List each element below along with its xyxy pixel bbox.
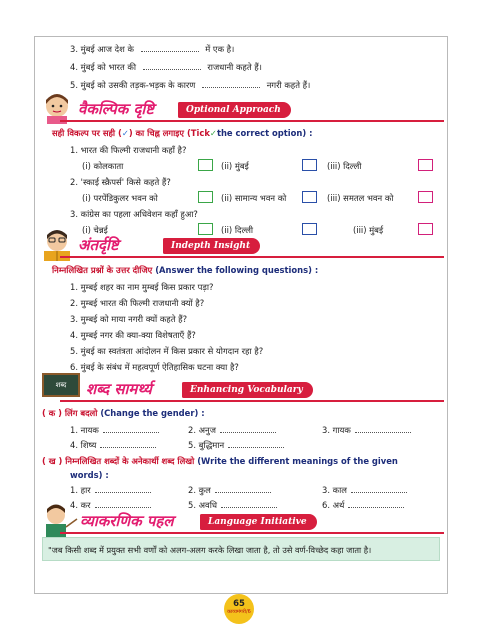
meaning-item: 3. काल — [322, 485, 411, 496]
blank[interactable] — [143, 62, 201, 70]
mcq-question: 2. 'स्काई स्क्रैपर्स' किसे कहते हैं? — [70, 177, 171, 187]
line-text: मुंबई आज देश के — [80, 44, 134, 54]
mcq-option: (iii) दिल्ली — [327, 161, 362, 171]
optional-title-hindi: वैकल्पिक दृष्टि — [78, 100, 155, 118]
page-number-badge — [224, 594, 254, 624]
mcq-option: (iii) मुंबई — [353, 225, 384, 235]
option-checkbox[interactable] — [418, 191, 433, 203]
meaning-item: 4. कर — [70, 500, 155, 511]
line-number: 5. — [70, 80, 78, 90]
chalkboard-icon: शब्द — [42, 373, 80, 397]
fill-line-4 — [70, 62, 262, 73]
option-checkbox[interactable] — [198, 191, 213, 203]
line-number: 3. — [70, 44, 78, 54]
mcq-option: (ii) दिल्ली — [221, 225, 254, 235]
section-rule — [60, 400, 444, 402]
option-checkbox[interactable] — [302, 191, 317, 203]
line-text: मुंबई को भारत की — [80, 62, 137, 72]
question-item: 3. मुम्बई को माया नगरी क्यों कहते हैं? — [70, 314, 188, 324]
mcq-option: (i) कोलकाता — [82, 161, 124, 171]
question-item: 5. मुंबई का स्वतंत्रता आंदोलन में किस प्रकार से योगदान रहा है? — [70, 346, 264, 356]
gender-item: 5. बुद्धिमान — [188, 440, 288, 451]
question-item: 1. मुम्बई शहर का नाम मुम्बई किस प्रकार पड़ा? — [70, 282, 214, 292]
meaning-item: 6. अर्थ — [322, 500, 408, 511]
vocab-part-a-instruction: ( क ) लिंग बदलो (Change the gender) : — [42, 408, 205, 418]
optional-title-en: Optional Approach — [178, 102, 291, 118]
tick-icon: ✓ — [121, 128, 129, 138]
grammar-note: "जब किसी शब्द में प्रयुक्त सभी वर्णों को अलग-अलग करके लिखा जाता है, तो उसे वर्ण-विच्छेद कहा जाता है। — [42, 537, 440, 561]
option-checkbox[interactable] — [302, 159, 317, 171]
optional-instruction: सही विकल्प पर सही (✓) का चिह्न लगाइए (Tick✓the correct option) : — [52, 128, 313, 138]
meaning-item: 2. कुल — [188, 485, 275, 496]
option-checkbox[interactable] — [198, 223, 213, 235]
page-number: 65 — [233, 599, 245, 609]
gender-item: 2. अनुज — [188, 425, 280, 436]
line-text: नगरी कहते हैं। — [266, 80, 311, 90]
mcq-option: (ii) सामान्य भवन को — [221, 193, 287, 203]
meaning-item: 1. हार — [70, 485, 155, 496]
section-rule — [60, 256, 444, 258]
mcq-option: (ii) मुंबई — [221, 161, 249, 171]
question-item: 4. मुम्बई नगर की क्या-क्या विशेषताएँ हैं? — [70, 330, 196, 340]
section-rule — [60, 532, 444, 534]
gender-item: 3. गायक — [322, 425, 415, 436]
section-rule — [60, 120, 444, 122]
indepth-title-en: Indepth Insight — [163, 238, 260, 254]
vocab-part-b-instruction-cont: words) : — [70, 470, 109, 480]
grammar-title-hindi: व्याकरणिक पहल — [80, 512, 174, 530]
option-checkbox[interactable] — [198, 159, 213, 171]
vocab-part-b-instruction: ( ख ) निम्नलिखित शब्दों के अनेकार्थी शब्द लिखो (Write the different meanings of the given — [42, 456, 398, 466]
fill-line-5 — [70, 80, 310, 91]
vocab-title-en: Enhancing Vocabulary — [182, 382, 313, 398]
option-checkbox[interactable] — [418, 223, 433, 235]
meaning-item: 5. अवधि — [188, 500, 281, 511]
line-text: में एक है। — [205, 44, 235, 54]
mcq-question: 1. भारत की फिल्मी राजधानी कहाँ है? — [70, 145, 187, 155]
indepth-instruction: निम्नलिखित प्रश्नों के उत्तर दीजिए (Answer the following questions) : — [52, 265, 319, 275]
indepth-title-hindi: अंतर्दृष्टि — [78, 236, 119, 254]
gender-item: 1. नायक — [70, 425, 163, 436]
mcq-option: (i) परपेंडिकुलर भवन को — [82, 193, 158, 203]
mcq-question: 3. कांग्रेस का पहला अधिवेशन कहाँ हुआ? — [70, 209, 198, 219]
blank[interactable] — [141, 44, 199, 52]
question-item: 2. मुम्बई भारत की फिल्मी राजधानी क्यों है? — [70, 298, 205, 308]
blank[interactable] — [202, 80, 260, 88]
fill-line-3 — [70, 44, 234, 55]
vocab-title-hindi: शब्द सामर्थ्य — [86, 380, 152, 398]
line-number: 4. — [70, 62, 78, 72]
mcq-option: (iii) समतल भवन को — [327, 193, 394, 203]
mcq-option: (i) चेन्नई — [82, 225, 108, 235]
gender-item: 4. शिष्य — [70, 440, 160, 451]
question-item: 6. मुंबई के संबंध में महत्वपूर्ण ऐतिहासिक घटना क्या है? — [70, 362, 239, 372]
line-text: राजधानी कहते हैं। — [207, 62, 262, 72]
option-checkbox[interactable] — [302, 223, 317, 235]
option-checkbox[interactable] — [418, 159, 433, 171]
line-text: मुंबई को उसकी तड़क-भड़क के कारण — [80, 80, 196, 90]
series-name: काव्यमंगरी/6 — [227, 609, 251, 615]
grammar-title-en: Language Initiative — [200, 514, 317, 530]
